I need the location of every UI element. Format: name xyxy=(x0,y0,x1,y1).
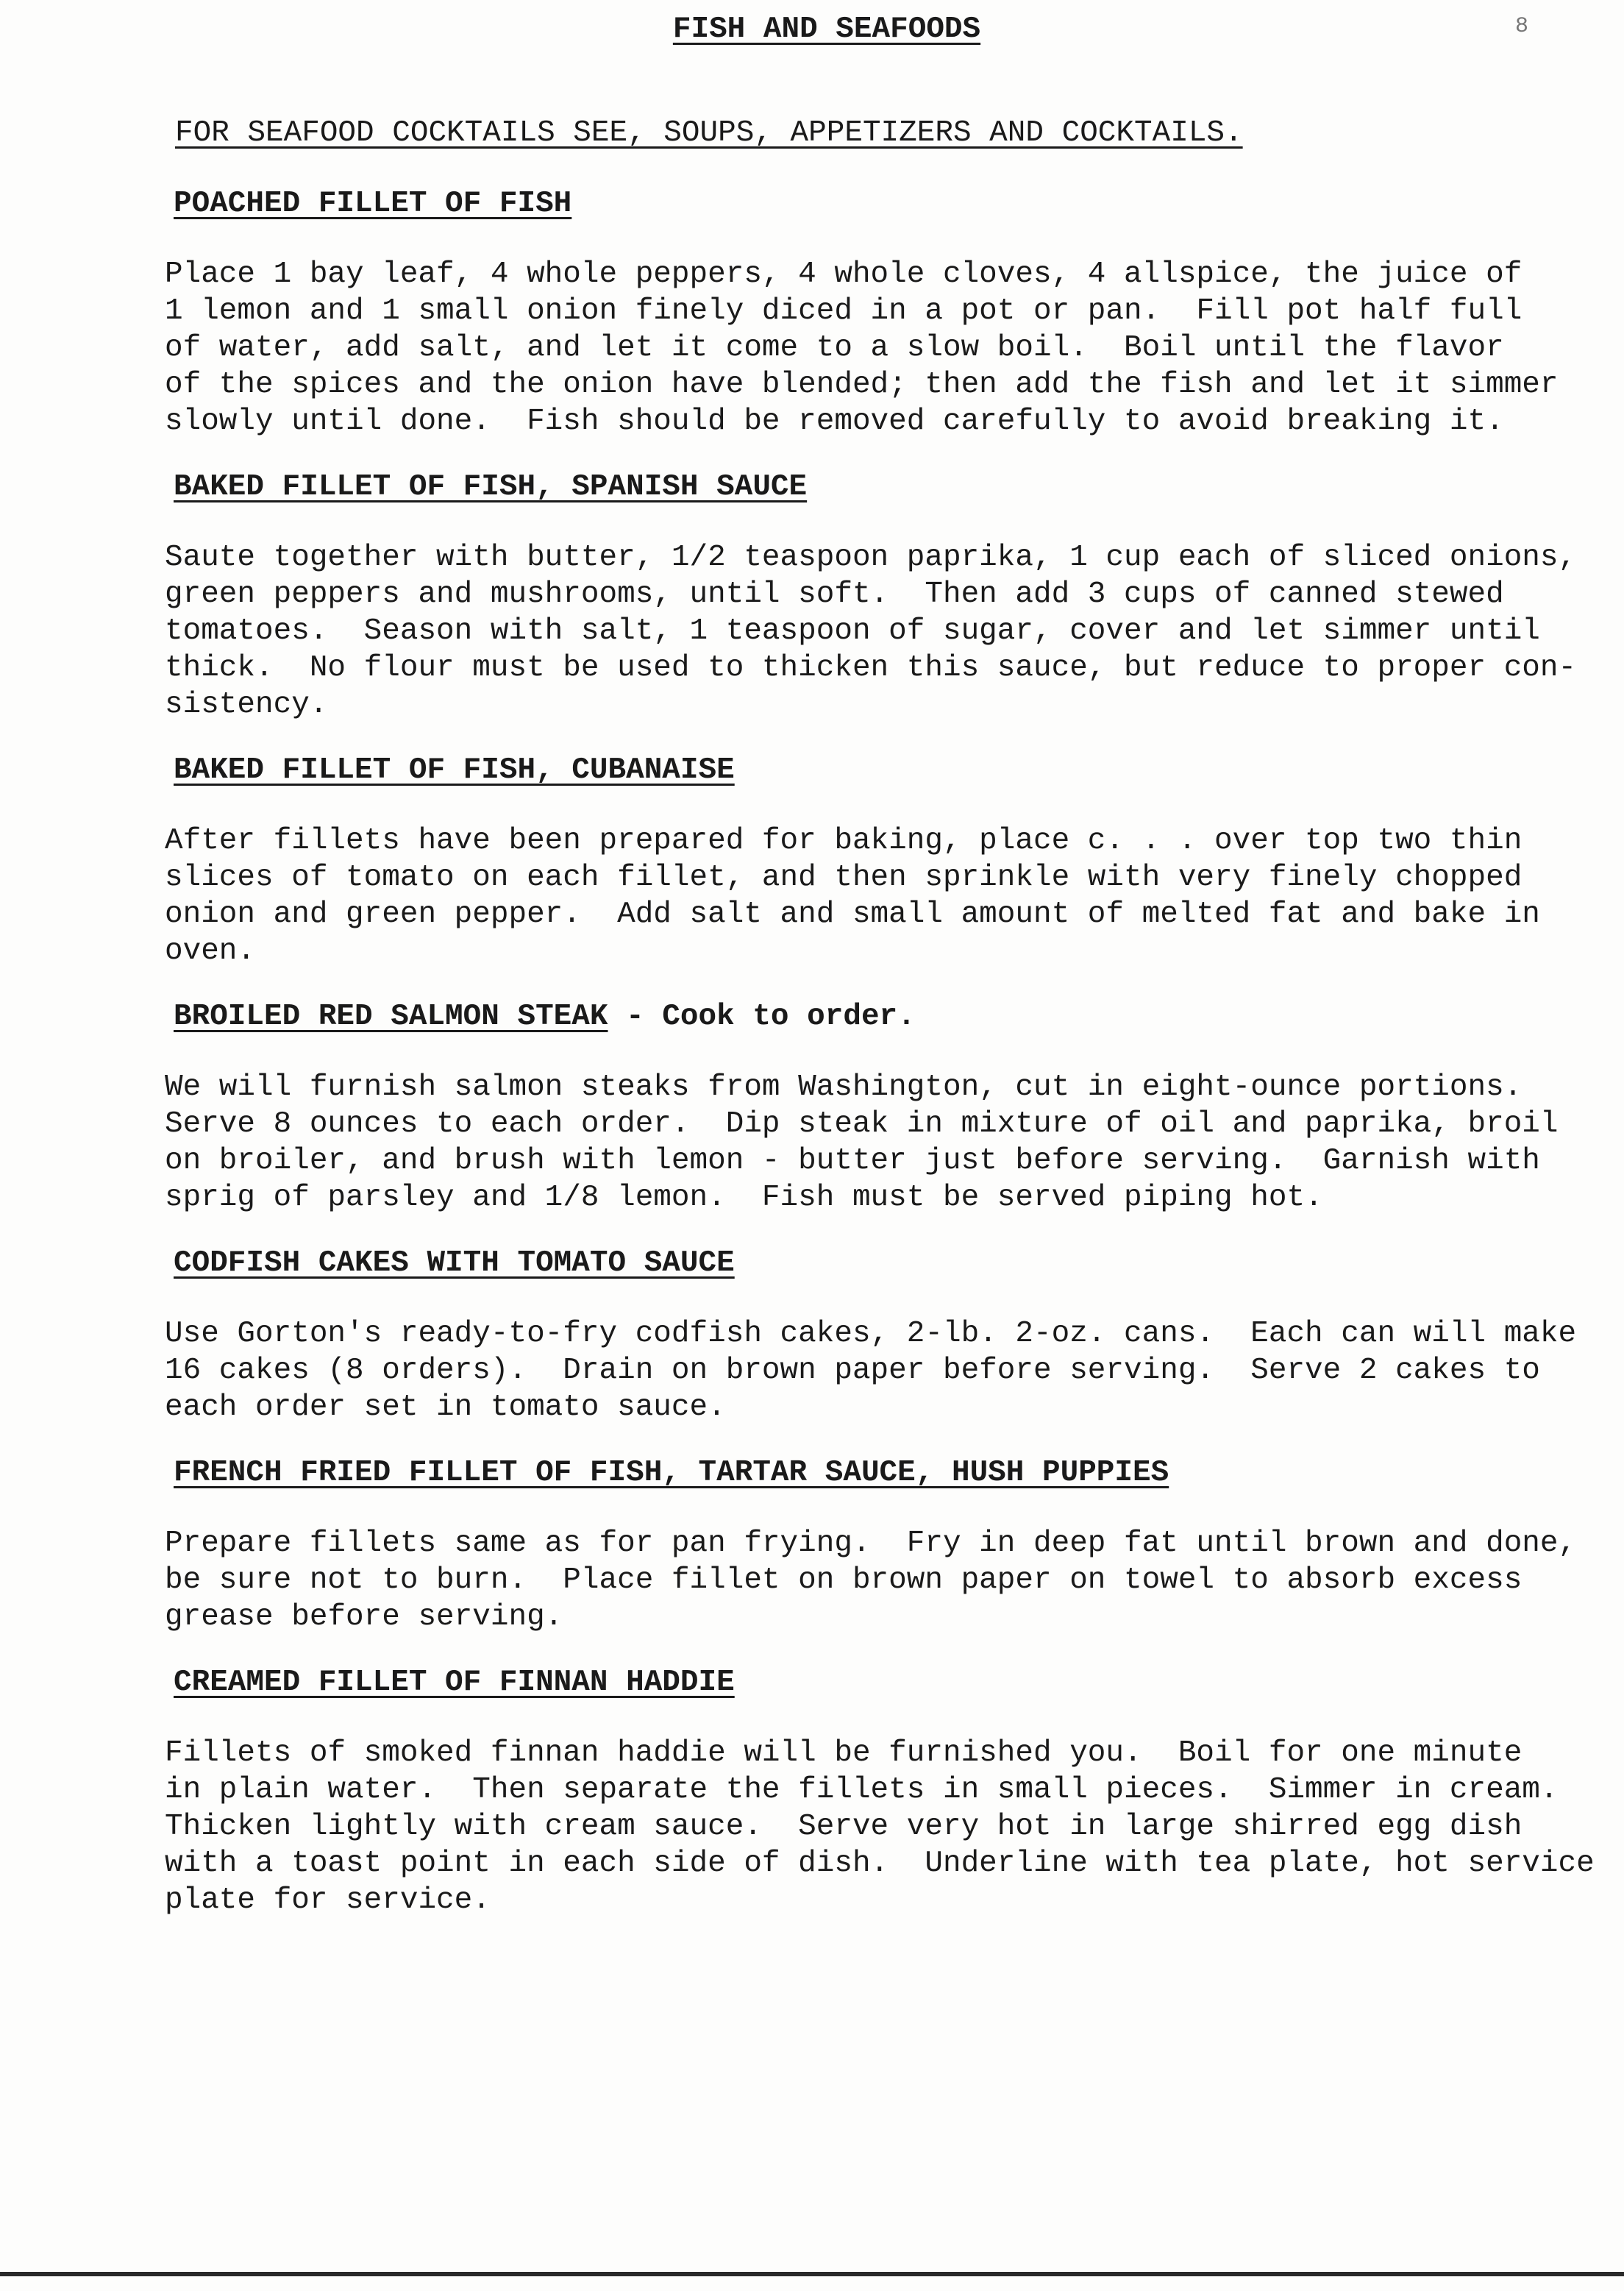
recipe-title xyxy=(174,185,1606,223)
recipe-body: After fillets have been prepared for baking, place c. . . over top two thin slices of tomato on each fillet, and then sprinkle with very finely chopped onion and green pepper. Add salt and small amount of melted fat and bake in oven. xyxy=(165,824,1540,968)
recipe-body: Prepare fillets same as for pan frying. Fry in deep fat until brown and done, be sure not to burn. Place fillet on brown paper on towel to absorb excess grease before serving. xyxy=(165,1527,1577,1634)
recipe-title-text: BAKED FILLET OF FISH, SPANISH SAUCE xyxy=(174,470,808,504)
recipe-content xyxy=(165,114,1606,1947)
recipe-title-text: CREAMED FILLET OF FINNAN HADDIE xyxy=(174,1666,735,1699)
recipe-title-note: - Cook to order. xyxy=(608,1000,916,1034)
recipe-codfish-cakes xyxy=(165,1244,1606,1426)
recipe-finnan-haddie xyxy=(165,1663,1606,1919)
recipe-title xyxy=(174,998,1606,1036)
recipe-title-text: POACHED FILLET OF FISH xyxy=(174,187,572,221)
recipe-broiled-salmon xyxy=(165,998,1606,1216)
recipe-baked-spanish xyxy=(165,468,1606,723)
recipe-baked-cubanaise xyxy=(165,751,1606,970)
recipe-title-text: BAKED FILLET OF FISH, CUBANAISE xyxy=(174,753,735,787)
page-number: 8 xyxy=(1515,14,1529,39)
recipe-french-fried xyxy=(165,1454,1606,1635)
recipe-body: We will furnish salmon steaks from Washington, cut in eight-ounce portions. Serve 8 ounces to each order. Dip steak in mixture of oil and paprika, broil on broiler, and brush with lemon - butter just before serving. Garnish with sprig of parsley and 1/8 lemon. Fish must be served piping hot. xyxy=(165,1070,1559,1215)
recipe-body: Use Gorton's ready-to-fry codfish cakes, 2-lb. 2-oz. cans. Each can will make 16 cakes (8 orders). Drain on brown paper before serving. Serve 2 cakes to each order set in tomato sauce. xyxy=(165,1317,1577,1424)
recipe-body: Saute together with butter, 1/2 teaspoon paprika, 1 cup each of sliced onions, green peppers and mushrooms, until soft. Then add 3 cups of canned stewed tomatoes. Season with salt, 1 teaspoon of sugar, cover and let simmer until thick. No flour must be used to thicken this sauce, but reduce to proper con- sistency. xyxy=(165,541,1577,722)
recipe-title-text: BROILED RED SALMON STEAK xyxy=(174,1000,608,1034)
cross-reference: FOR SEAFOOD COCKTAILS SEE, SOUPS, APPETIZERS AND COCKTAILS. xyxy=(175,116,1243,150)
recipe-body: Place 1 bay leaf, 4 whole peppers, 4 whole cloves, 4 allspice, the juice of 1 lemon and 1 small onion finely diced in a pot or pan. Fill pot half full of water, add salt, and let it come to a slow boil. Boil until the flavor of the spices and the onion have blended; then add the fish and let it simmer slowly until done. Fish should be removed carefully to avoid breaking it. xyxy=(165,257,1559,438)
page-title: FISH AND SEAFOODS xyxy=(672,13,981,46)
recipe-title xyxy=(174,1663,1606,1702)
recipe-title-text: CODFISH CAKES WITH TOMATO SAUCE xyxy=(174,1246,735,1280)
recipe-poached-fillet xyxy=(165,185,1606,440)
recipe-title xyxy=(174,468,1606,506)
bottom-rule xyxy=(0,2272,1624,2276)
recipe-title-text: FRENCH FRIED FILLET OF FISH, TARTAR SAUCE, HUSH PUPPIES xyxy=(174,1456,1169,1490)
recipe-body: Fillets of smoked finnan haddie will be furnished you. Boil for one minute in plain water. Then separate the fillets in small pieces. Simmer in cream. Thicken lightly with cream sauce. Serve very hot in large shirred egg dish with a toast point in each side of dish. Underline with tea plate, hot service plate for service. xyxy=(165,1736,1595,1917)
recipe-title xyxy=(174,1244,1606,1282)
recipe-title xyxy=(174,1454,1606,1492)
recipe-title xyxy=(174,751,1606,789)
